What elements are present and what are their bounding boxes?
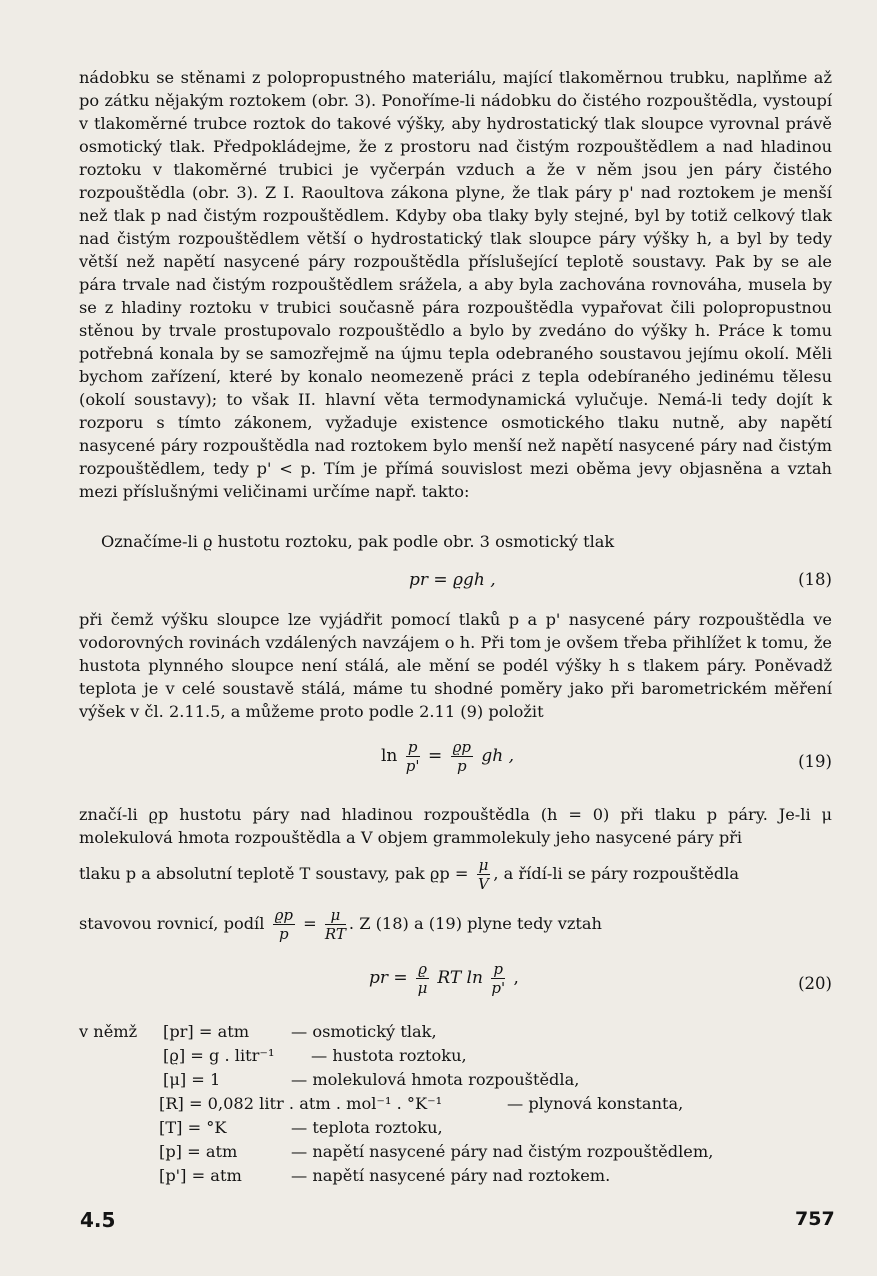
equation-20 (79, 960, 832, 1010)
section-number: 4.5 (80, 1208, 116, 1232)
unit-symbol: [R] = 0,082 litr . atm . mol⁻¹ . °K⁻¹ (159, 1094, 443, 1113)
fraction-denominator: p (457, 757, 467, 775)
equation-20-body (369, 960, 519, 997)
line-absolute-temperature (79, 856, 832, 893)
fraction-numerator: p (406, 738, 420, 757)
fraction-rhop-over-p (273, 906, 295, 943)
unit-symbol: [μ] = 1 (163, 1070, 221, 1089)
unit-description: — molekulová hmota rozpouštědla, (291, 1070, 580, 1089)
fraction-mu-over-v (477, 856, 491, 893)
equation-19-rest: gh , (481, 746, 515, 766)
equation-19-number: (19) (798, 752, 832, 771)
equation-20-comma: , (513, 968, 519, 988)
line-text-end: . Z (18) a (19) plyne tedy vztah (348, 914, 602, 933)
line-text-start: tlaku p a absolutní teplotě T soustavy, pak ϱp = (79, 864, 469, 883)
fraction-numerator: ϱp (452, 738, 472, 756)
paragraph-osmosis-explanation: nádobku se stěnami z polopropustného materiálu, mající tlakoměrnou trubku, naplňme až po zátku nějakým roztokem (obr. 3). Ponoříme-li nádobku do čistého rozpouštědla, vystoupí v tlakoměrné trubce roztok do takové výšky, aby hydrostatický tlak sloupce vyrovnal právě osmotický tlak. Předpokládejme, že z prostoru nad čistým rozpouštědlem a nad hladinou roztoku v tlakoměrné trubici je vyčerpán vzduch a že v něm jsou jen páry čistého rozpouštědla (obr. 3). Z I. Raoultova zákona plyne, že tlak páry p' nad roztokem je menší než tlak p nad čistým rozpouštědlem. Kdyby oba tlaky byly stejné, byl by totiž celkový tlak nad čistým rozpouštědlem větší o hydrostatický tlak sloupce páry výšky h, a byl by tedy větší než napětí nasycené páry rozpouštědla příslušející teplotě soustavy. Pak by se ale pára trvale nad čistým rozpouštědlem srážela, a aby byla zachována rovnováha, musela by se z hladiny roztoku v trubici současně pára rozpouštědla vypařovat čili polopropustnou stěnou by trvale prostupovalo rozpouštědlo a bylo by zvedáno do výšky h. Práce k tomu potřebná konala by se samozřejmě na újmu tepla odebraného soustavou jejímu okolí. Měli bychom zařízení, které by konalo neomezeně práci z tepla odebíraného jedinému tělesu (okolí soustavy); to však II. hlavní věta termodynamická vylučuje. Nemá-li tedy dojít k rozporu s tímto zákonem, vyžaduje existence osmotického tlaku nutně, aby napětí nasycené páry rozpouštědla nad roztokem bylo menší než napětí nasycené páry nad čistým rozpouštědlem, tedy p' < p. Tím je přímá souvislost mezi oběma jevy objasněna a vztah mezi příslušnými veličinami určíme např. takto: (79, 68, 832, 501)
fraction-numerator: ϱp (274, 906, 293, 924)
paragraph-pressure-height: při čemž výšku sloupce lze vyjádřit pomocí tlaků p a p' nasycené páry rozpouštědla ve vodorovných rovinách vzdálených navzájem o h. Při tom je ovšem třeba přihlížet k tomu, že hustota plynného sloupce není stálá, ale mění se podél výšky h s tlakem páry. Poněvadž teplota je v celé soustavě stálá, máme tu shodné poměry jako při barometrickém měření výšek v čl. 2.11.5, a můžeme proto podle 2.11 (9) položit (79, 610, 832, 721)
unit-symbol: [p'] = atm (159, 1166, 242, 1185)
equation-20-number: (20) (798, 974, 832, 993)
unit-symbol: [p] = atm (159, 1142, 238, 1161)
fraction-denominator: RT (324, 925, 346, 943)
fraction-denominator: μ (417, 979, 428, 997)
fraction-numerator: ϱ (418, 960, 427, 978)
unit-symbol: [T] = °K (159, 1118, 227, 1137)
equation-18-number: (18) (798, 570, 832, 589)
equation-18-body: pr = ϱgh , (409, 570, 496, 590)
fraction-numerator: μ (325, 906, 346, 925)
unit-description: — teplota roztoku, (291, 1118, 443, 1137)
unit-description: — napětí nasycené páry nad čistým rozpouštědlem, (291, 1142, 714, 1161)
paragraph-density-intro: Označíme-li ϱ hustotu roztoku, pak podle obr. 3 osmotický tlak (101, 532, 615, 551)
equals-sign: = (303, 914, 317, 933)
fraction-p-over-pprime (491, 960, 505, 997)
ln-symbol: ln (381, 746, 398, 766)
equation-18 (79, 570, 832, 596)
fraction-denominator: V (478, 875, 489, 893)
paragraph-vapor-density: značí-li ϱp hustotu páry nad hladinou rozpouštědla (h = 0) při tlaku p páry. Je-li μ molekulová hmota rozpouštědla a V objem grammolekuly jeho nasycené páry při (79, 805, 832, 847)
fraction-rho-over-mu (416, 960, 429, 997)
unit-description: — osmotický tlak, (291, 1022, 437, 1041)
unit-symbol: [pr] = atm (163, 1022, 250, 1041)
fraction-denominator: p' (491, 979, 506, 997)
line-text-start: stavovou rovnicí, podíl (79, 914, 265, 933)
fraction-numerator: p (491, 960, 505, 979)
fraction-p-over-pprime (406, 738, 420, 775)
page-number: 757 (795, 1208, 835, 1230)
fraction-rhop-over-p (451, 738, 473, 775)
fraction-numerator: μ (478, 856, 489, 874)
unit-description: — plynová konstanta, (507, 1094, 684, 1113)
fraction-denominator: p (278, 925, 289, 943)
fraction-mu-over-rt (325, 906, 346, 943)
units-intro: v němž (79, 1022, 138, 1041)
equation-19 (79, 738, 832, 788)
equation-20-mid: RT ln (437, 968, 483, 988)
equals-sign: = (427, 746, 443, 766)
line-state-equation (79, 906, 832, 943)
unit-description: — hustota roztoku, (311, 1046, 467, 1065)
fraction-denominator: p' (405, 757, 420, 775)
equation-19-body (381, 738, 514, 775)
unit-description: — napětí nasycené páry nad roztokem. (291, 1166, 611, 1185)
unit-symbol: [ϱ] = g . litr⁻¹ (163, 1046, 275, 1065)
line-text-end: , a řídí-li se páry rozpouštědla (493, 864, 740, 883)
equation-20-lhs: pr = (369, 968, 408, 988)
